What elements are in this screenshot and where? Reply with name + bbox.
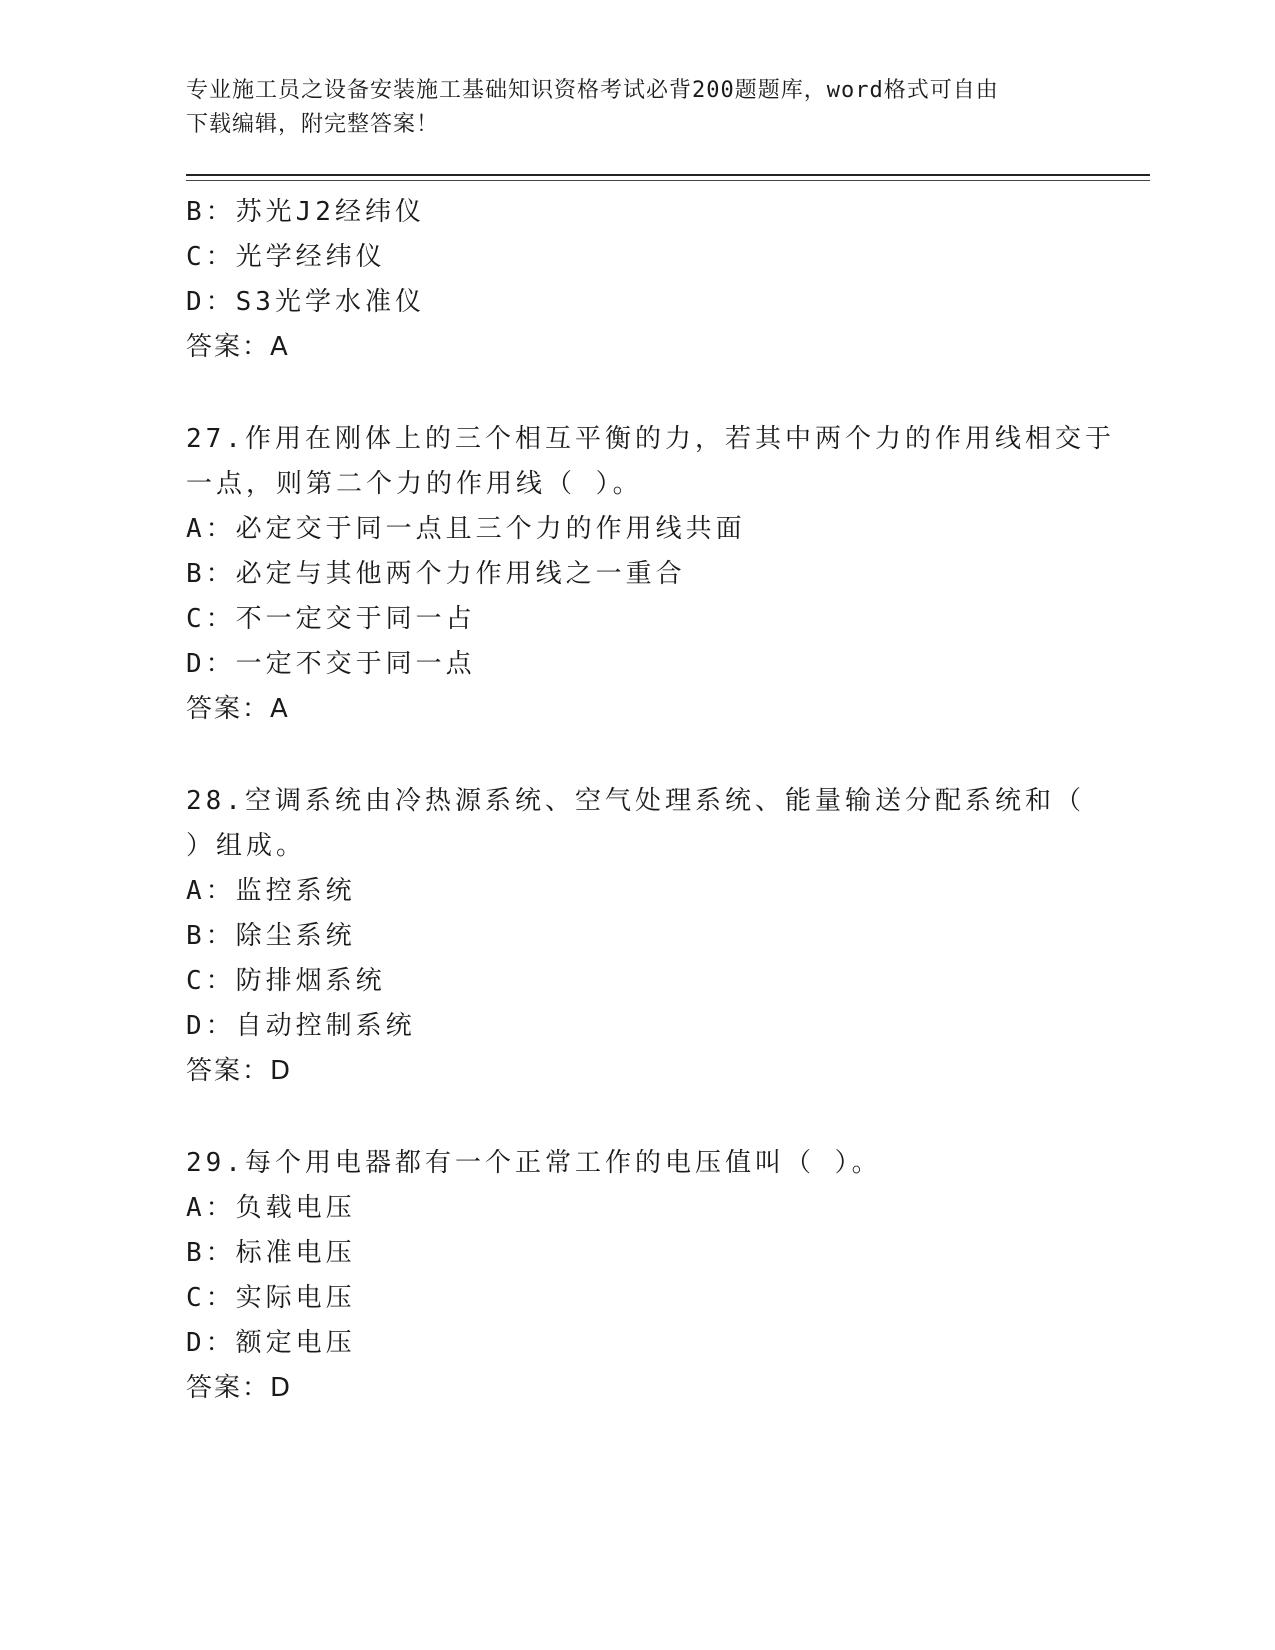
question-stem-line-1: 29.每个用电器都有一个正常工作的电压值叫（ ）。 — [186, 1148, 882, 1178]
answer-label: 答案：A — [186, 332, 290, 362]
question-stem-line-1: 27.作用在刚体上的三个相互平衡的力，若其中两个力的作用线相交于 — [186, 424, 1115, 454]
option-c: C：防排烟系统 — [186, 966, 386, 996]
option-d: D：S3光学水准仪 — [186, 287, 425, 317]
question-stem-line-2: 一点，则第二个力的作用线（ ）。 — [186, 469, 643, 499]
answer-label: 答案：A — [186, 694, 290, 724]
question-29 — [186, 1141, 1086, 1411]
answer-label: 答案：D — [186, 1056, 293, 1086]
option-b: B：标准电压 — [186, 1238, 356, 1268]
header-divider-thick — [186, 174, 1150, 176]
option-b: B：必定与其他两个力作用线之一重合 — [186, 559, 686, 589]
document-header — [186, 74, 1086, 142]
question-26-tail — [186, 190, 1086, 370]
header-line-1: 专业施工员之设备安装施工基础知识资格考试必背200题题库，word格式可自由 — [186, 78, 999, 103]
question-stem-line-1: 28.空调系统由冷热源系统、空气处理系统、能量输送分配系统和（ — [186, 786, 1085, 816]
option-c: C：不一定交于同一占 — [186, 604, 476, 634]
option-c: C：光学经纬仪 — [186, 242, 386, 272]
header-divider-thin — [186, 180, 1150, 181]
answer-label: 答案：D — [186, 1373, 293, 1403]
option-d: D：一定不交于同一点 — [186, 649, 476, 679]
option-a: A：负载电压 — [186, 1193, 356, 1223]
option-a: A：监控系统 — [186, 876, 356, 906]
option-d: D：额定电压 — [186, 1328, 356, 1358]
option-b: B：除尘系统 — [186, 921, 356, 951]
question-27 — [186, 417, 1115, 732]
header-line-2: 下载编辑，附完整答案！ — [186, 112, 440, 137]
option-c: C：实际电压 — [186, 1283, 356, 1313]
question-28 — [186, 779, 1086, 1094]
option-d: D：自动控制系统 — [186, 1011, 416, 1041]
option-b: B：苏光J2经纬仪 — [186, 197, 425, 227]
question-stem-line-2: ）组成。 — [186, 831, 307, 861]
option-a: A：必定交于同一点且三个力的作用线共面 — [186, 514, 746, 544]
question-list — [186, 190, 1115, 1411]
